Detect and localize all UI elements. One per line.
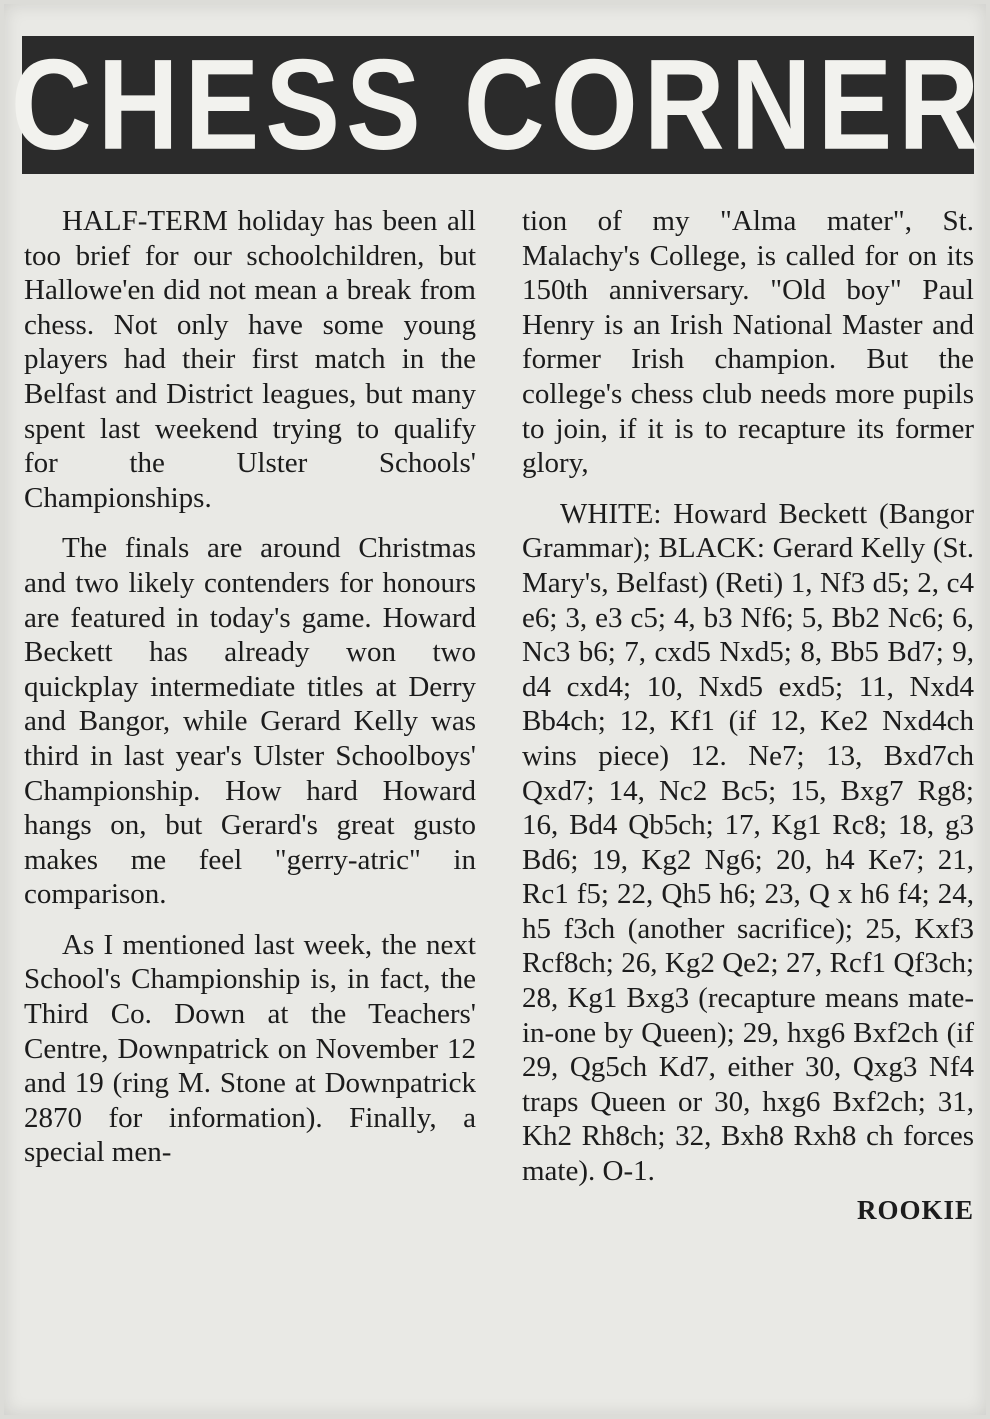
page-title: CHESS CORNER	[10, 32, 986, 177]
left-column	[24, 204, 476, 1404]
article-body	[24, 204, 974, 1404]
right-column	[522, 204, 974, 1404]
paragraph-alma-mater: tion of my "Alma mater", St. Malachy's College, is called for on its 150th anniversary. "Old boy" Paul Henry is an Irish National Master and former Irish champion. But the college's chess club needs more pupils to join, if it is to recapture its former glory,	[522, 205, 974, 480]
header-banner	[10, 32, 986, 177]
paragraph-finals: The finals are around Christmas and two likely contenders for honours are featured in today's game. Howard Beckett has already won two quickplay intermediate titles at Derry and Bangor, while Gerard Kelly was third in last year's Ulster Schoolboys' Championship. How hard Howard hangs on, but Gerard's great gusto makes me feel "gerry-atric" in comparison.	[24, 532, 476, 911]
paragraph-game-score: WHITE: Howard Beckett (Bangor Grammar); BLACK: Gerard Kelly (St. Mary's, Belfast) (Reti) 1, Nf3 d5; 2, c4 e6; 3, e3 c5; 4, b3 Nf6; 5, Bb2 Nc6; 6, Nc3 b6; 7, cxd5 Nxd5; 8, Bb5 Bd7; 9, d4 cxd4; 10, Nxd5 exd5; 11, Nxd4 Bb4ch; 12, Kf1 (if 12, Ke2 Nxd4ch wins piece) 12. Ne7; 13, Bxd7ch Qxd7; 14, Nc2 Bc5; 15, Bxg7 Rg8; 16, Bd4 Qb5ch; 17, Kg1 Rc8; 18, g3 Bd6; 19, Kg2 Ng6; 20, h4 Ke7; 21, Rc1 f5; 22, Qh5 h6; 23, Q x h6 f4; 24, h5 f3ch (another sacrifice); 25, Kxf3 Rcf8ch; 26, Kg2 Qe2; 27, Rcf1 Qf3ch; 28, Kg1 Bxg3 (recapture means mate-in-one by Queen); 29, hxg6 Bxf2ch (if 29, Qg5ch Kd7, either 30, Qxg3 Nf4 traps Queen or 30, hxg6 Bxf2ch; 31, Kh2 Rh8ch; 32, Bxh8 Rxh8 ch forces mate). O-1.	[522, 497, 974, 1188]
author-byline: ROOKIE	[856, 1194, 974, 1225]
newspaper-clipping	[4, 4, 986, 1415]
paragraph-championship: As I mentioned last week, the next School's Championship is, in fact, the Third Co. Down at the Teachers' Centre, Downpatrick on November 12 and 19 (ring M. Stone at Downpatrick 2870 for information). Finally, a special men-	[24, 928, 476, 1169]
paragraph-intro: HALF-TERM holiday has been all too brief for our schoolchildren, but Hallowe'en did not mean a break from chess. Not only have some young players had their first match in the Belfast and District leagues, but many spent last weekend trying to qualify for the Ulster Schools' Championships.	[24, 205, 476, 514]
